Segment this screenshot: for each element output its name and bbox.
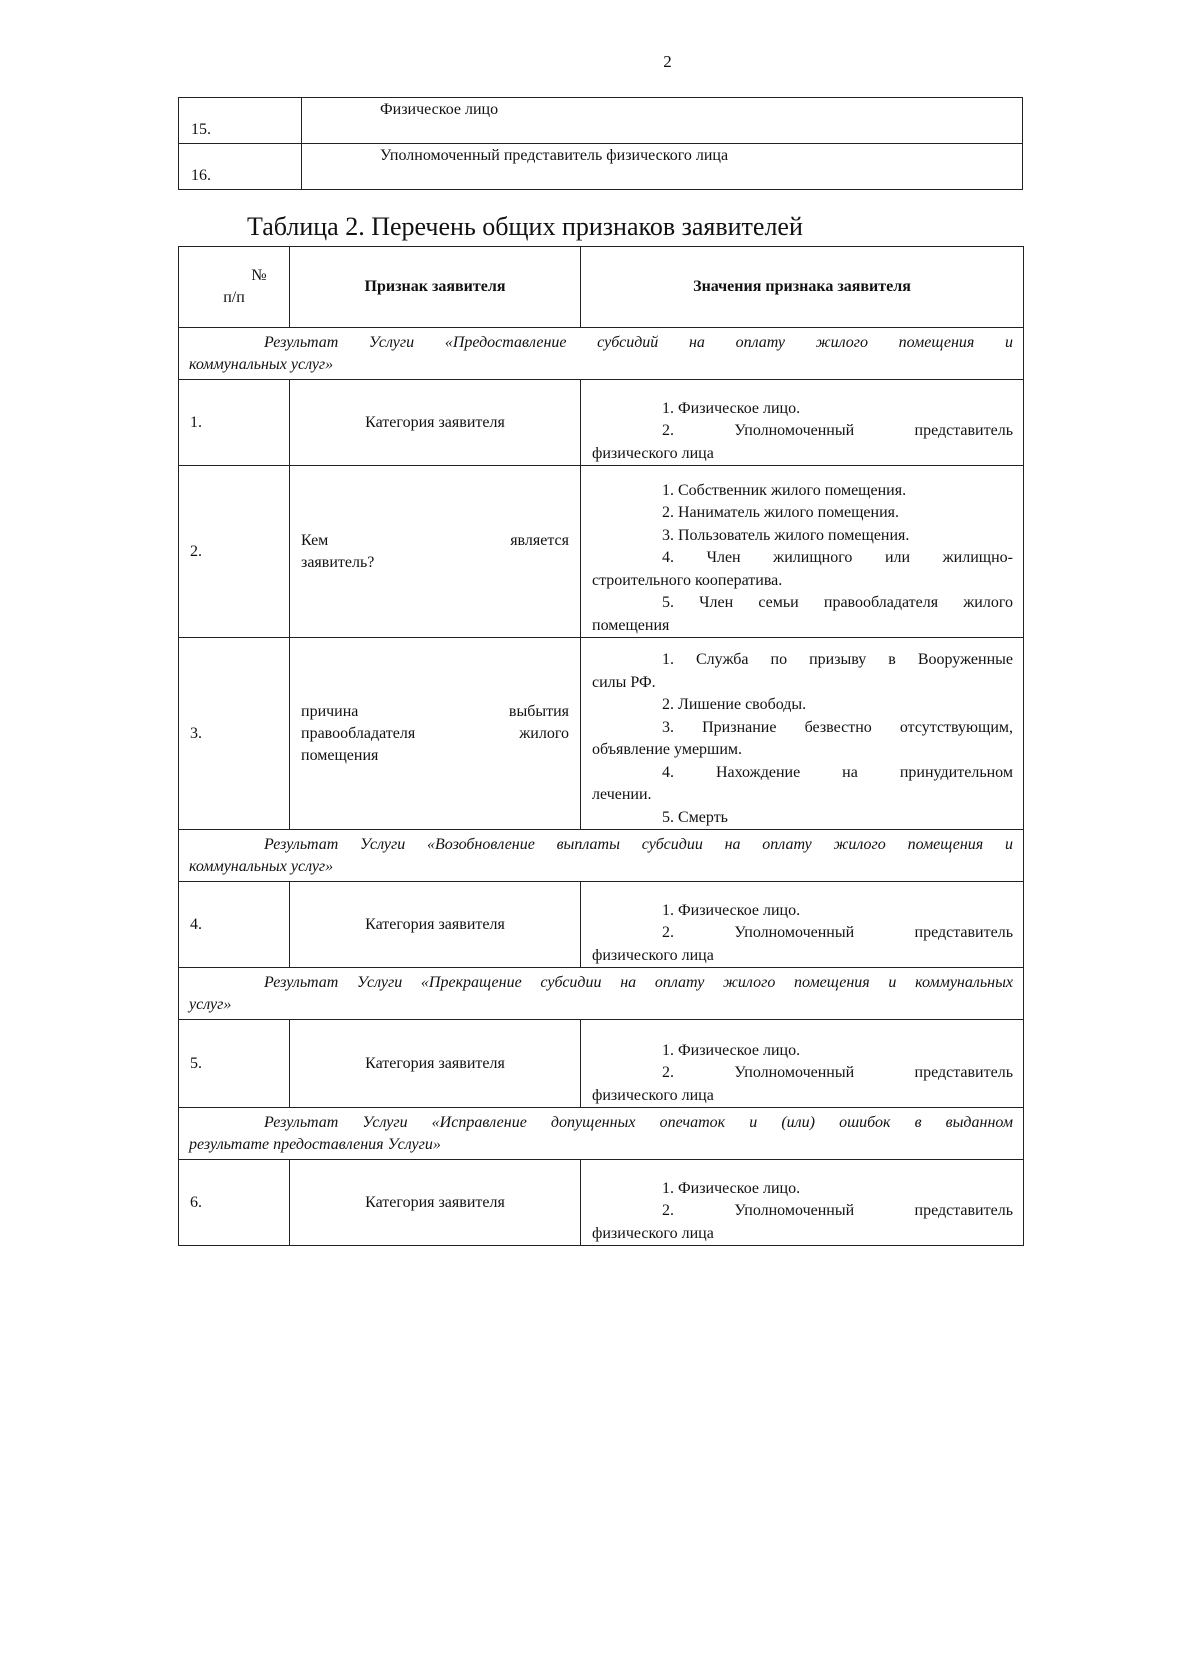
values-cell <box>581 638 1024 830</box>
value-line: объявление умершим. <box>592 741 743 758</box>
value-line: 2. Лишение свободы. <box>662 696 807 713</box>
table-row <box>179 1020 1024 1108</box>
value-line: 2. Наниматель жилого помещения. <box>662 504 900 521</box>
attribute-text-line: помещения <box>301 746 379 764</box>
table-row <box>179 638 1024 830</box>
value-line: 2. Уполномоченный представитель <box>662 1064 1013 1081</box>
result-title-line: услуг» <box>189 996 232 1013</box>
row-number: 4. <box>179 882 290 968</box>
result-section-title <box>179 328 1024 380</box>
value-line: строительного кооператива. <box>592 571 783 589</box>
result-section-row <box>179 1108 1024 1160</box>
row-text: Уполномоченный представитель физического лица <box>302 144 1023 190</box>
values-cell <box>581 1020 1024 1108</box>
table-title: Таблица 2. Перечень общих признаков заявителей <box>247 212 803 241</box>
number-column-header <box>179 247 290 328</box>
applicant-attributes-table <box>178 246 1024 1246</box>
attribute-cell <box>290 638 581 830</box>
attribute-text-line: Категория заявителя <box>365 1054 505 1072</box>
attribute-text-line: причина выбытия <box>301 702 569 720</box>
value-line: 3. Признание безвестно отсутствующим, <box>662 718 1013 736</box>
result-title-line: Результат Услуги «Предоставление субсидий на оплату жилого помещения и <box>264 334 1013 351</box>
table-row <box>179 98 1023 144</box>
result-title-line: коммунальных услуг» <box>189 858 334 875</box>
value-line: 1. Физическое лицо. <box>662 399 801 417</box>
attribute-text-line: правообладателя жилого <box>301 724 569 742</box>
value-line: 1. Физическое лицо. <box>662 1179 801 1197</box>
value-line: 1. Физическое лицо. <box>662 1041 801 1059</box>
result-title-line: Результат Услуги «Возобновление выплаты субсидии на оплату жилого помещения и <box>264 836 1013 853</box>
number-sign: № <box>251 267 267 284</box>
table-row <box>179 1160 1024 1246</box>
row-number: 1. <box>179 380 290 466</box>
value-line: 2. Уполномоченный представитель <box>662 1202 1013 1219</box>
table-row <box>179 144 1023 190</box>
value-line: физического лица <box>592 1224 714 1242</box>
value-line: 1. Физическое лицо. <box>662 901 801 919</box>
value-line: физического лица <box>592 444 714 462</box>
result-section-title <box>179 830 1024 882</box>
attribute-column-header: Признак заявителя <box>290 247 581 328</box>
value-line: 5. Член семьи правообладателя жилого <box>662 594 1013 611</box>
attribute-cell <box>290 466 581 638</box>
result-title-line: Результат Услуги «Исправление допущенных опечаток и (или) ошибок в выданном <box>264 1114 1013 1131</box>
value-line: 3. Пользователь жилого помещения. <box>662 526 910 544</box>
values-cell <box>581 1160 1024 1246</box>
value-line: 2. Уполномоченный представитель <box>662 422 1013 439</box>
table-row <box>179 882 1024 968</box>
value-line: 1. Служба по призыву в Вооруженные <box>662 651 1013 668</box>
row-text: Физическое лицо <box>302 98 1023 144</box>
value-line: 4. Член жилищного или жилищно- <box>662 549 1013 566</box>
value-line: 4. Нахождение на принудительном <box>662 763 1013 781</box>
value-line: 2. Уполномоченный представитель <box>662 924 1013 941</box>
result-title-line: коммунальных услуг» <box>189 356 334 373</box>
table-header-row <box>179 247 1024 328</box>
attribute-text-line: заявитель? <box>301 553 375 571</box>
result-section-row <box>179 968 1024 1020</box>
values-cell <box>581 380 1024 466</box>
row-number: 2. <box>179 466 290 638</box>
row-number: 3. <box>179 638 290 830</box>
value-line: физического лица <box>592 946 714 964</box>
number-abbrev: п/п <box>223 289 245 306</box>
result-section-title <box>179 1108 1024 1160</box>
attribute-cell <box>290 1020 581 1108</box>
result-title-line: Результат Услуги «Прекращение субсидии на оплату жилого помещения и коммунальных <box>264 974 1013 991</box>
attribute-text-line: Кем является <box>301 531 569 549</box>
result-section-title <box>179 968 1024 1020</box>
values-column-header: Значения признака заявителя <box>581 247 1024 328</box>
page-number: 2 <box>663 52 672 71</box>
result-section-row <box>179 328 1024 380</box>
attribute-cell <box>290 1160 581 1246</box>
value-line: лечении. <box>592 786 652 803</box>
values-cell <box>581 882 1024 968</box>
attribute-text-line: Категория заявителя <box>365 413 505 431</box>
value-line: помещения <box>592 616 670 634</box>
value-line: физического лица <box>592 1086 714 1104</box>
value-line: 5. Смерть <box>662 808 728 826</box>
value-line: 1. Собственник жилого помещения. <box>662 481 907 499</box>
attribute-text-line: Категория заявителя <box>365 1193 505 1211</box>
values-cell <box>581 466 1024 638</box>
result-section-row <box>179 830 1024 882</box>
row-number: 5. <box>179 1020 290 1108</box>
table-row <box>179 466 1024 638</box>
attribute-cell <box>290 380 581 466</box>
value-line: силы РФ. <box>592 673 656 691</box>
table-body <box>179 328 1024 1246</box>
attribute-text-line: Категория заявителя <box>365 915 505 933</box>
row-number: 15. <box>179 98 302 144</box>
result-title-line: результате предоставления Услуги» <box>189 1136 441 1153</box>
row-number: 6. <box>179 1160 290 1246</box>
row-number: 16. <box>179 144 302 190</box>
attribute-cell <box>290 882 581 968</box>
table-row <box>179 380 1024 466</box>
applicant-types-table-tail <box>178 97 1023 190</box>
